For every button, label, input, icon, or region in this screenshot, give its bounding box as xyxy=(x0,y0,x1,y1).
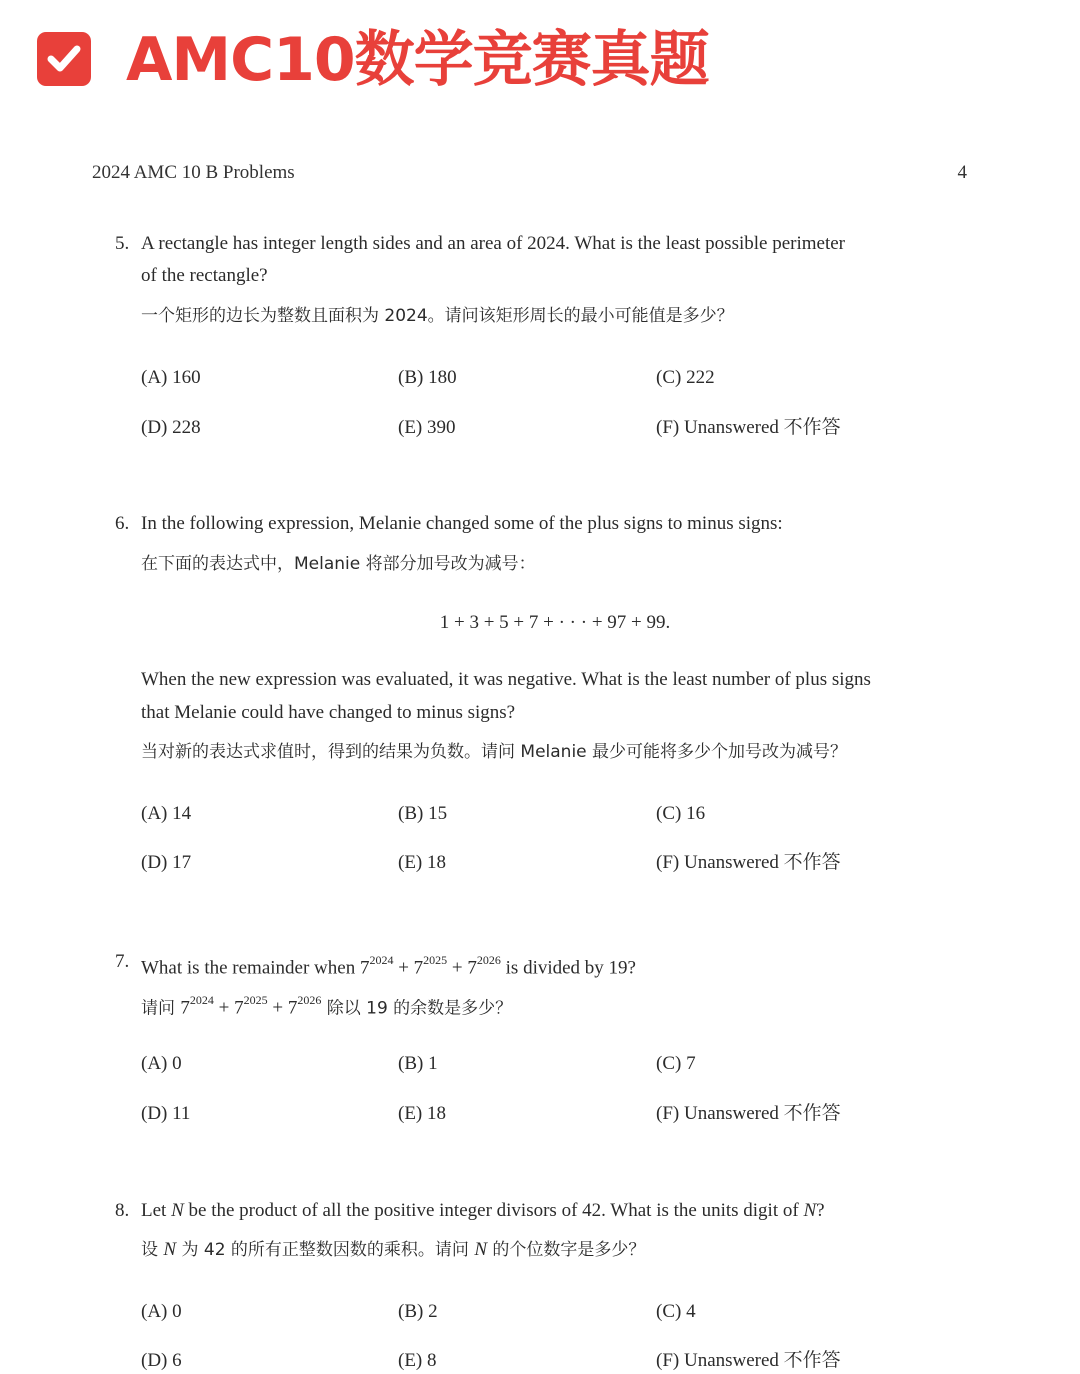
variable-n: N xyxy=(171,1200,184,1221)
choice-a: (A) 160 xyxy=(141,367,201,388)
choice-b: (B) 15 xyxy=(398,803,448,824)
choice-a: (A) 0 xyxy=(141,1053,182,1074)
problem-text-en xyxy=(141,1198,825,1224)
text-fragment: 的个位数字是多少？ xyxy=(487,1240,646,1260)
text-fragment: What is the remainder when xyxy=(141,957,360,979)
choice-f: (F) Unanswered 不作答 xyxy=(656,1350,841,1371)
base: 7 xyxy=(467,957,477,979)
plus-sign: + xyxy=(447,957,468,979)
choice-d: (D) 228 xyxy=(141,417,201,438)
problem-text-en: of the rectangle? xyxy=(141,265,268,286)
problem-text-cn xyxy=(141,989,512,1021)
choice-b: (B) 2 xyxy=(398,1301,438,1322)
exponent: 2026 xyxy=(476,953,501,967)
problem-number: 6. xyxy=(115,513,130,534)
exponent: 2025 xyxy=(243,993,268,1007)
base: 7 xyxy=(287,997,298,1019)
choice-c: (C) 16 xyxy=(656,803,706,824)
plus-sign: + xyxy=(267,997,288,1019)
problem-number: 7. xyxy=(115,951,130,972)
page-number: 4 xyxy=(957,162,967,183)
choice-b: (B) 180 xyxy=(398,367,457,388)
variable-n: N xyxy=(803,1200,817,1221)
plus-sign: + xyxy=(213,997,235,1019)
choice-f: (F) Unanswered 不作答 xyxy=(656,1103,841,1124)
choice-a: (A) 0 xyxy=(141,1301,182,1322)
banner xyxy=(0,0,1080,130)
base: 7 xyxy=(359,957,370,979)
document-title: 2024 AMC 10 B Problems xyxy=(92,162,295,183)
text-fragment: 除以 19 的余数是多少？ xyxy=(321,998,513,1019)
choice-a: (A) 14 xyxy=(141,803,192,824)
problem-text-en: When the new expression was evaluated, it was negative. What is the least number of plus signs xyxy=(141,669,871,690)
choice-f: (F) Unanswered 不作答 xyxy=(656,417,841,438)
problem-text-cn xyxy=(141,1237,645,1263)
exponent: 2026 xyxy=(297,993,322,1007)
text-fragment: 请问 xyxy=(141,998,181,1019)
text-fragment: Let xyxy=(141,1200,172,1221)
problem-text-en: In the following expression, Melanie changed some of the plus signs to minus signs: xyxy=(141,513,783,534)
text-fragment: ? xyxy=(816,1200,825,1221)
problem-text-cn: 当对新的表达式求值时，得到的结果为负数。请问 Melanie 最少可能将多少个加号改为减号？ xyxy=(141,742,848,762)
choice-e: (E) 8 xyxy=(398,1350,437,1371)
problem-number: 5. xyxy=(115,233,130,254)
choice-c: (C) 222 xyxy=(656,367,715,388)
text-fragment: 设 xyxy=(141,1240,164,1260)
plus-sign: + xyxy=(393,957,414,979)
choice-b: (B) 1 xyxy=(398,1053,438,1074)
problem-text-cn: 一个矩形的边长为整数且面积为 2024。请问该矩形周长的最小可能值是多少？ xyxy=(141,306,734,326)
base: 7 xyxy=(413,957,424,979)
problem-text-en: A rectangle has integer length sides and an area of 2024. What is the least possible perimeter xyxy=(141,233,846,254)
choice-d: (D) 11 xyxy=(141,1103,191,1124)
problem-text-en xyxy=(141,949,636,981)
expression: 1 + 3 + 5 + 7 + · · · + 97 + 99. xyxy=(439,612,671,633)
problem-text-en: that Melanie could have changed to minus signs? xyxy=(141,702,516,723)
text-fragment: is divided by 19? xyxy=(500,957,636,979)
choice-e: (E) 18 xyxy=(398,852,447,873)
choice-e: (E) 18 xyxy=(398,1103,447,1124)
exponent: 2025 xyxy=(423,953,448,967)
text-fragment: be the product of all the positive integer divisors of 42. What is the units digit of xyxy=(183,1200,804,1221)
choice-c: (C) 7 xyxy=(656,1053,696,1074)
choice-f: (F) Unanswered 不作答 xyxy=(656,852,841,873)
choice-e: (E) 390 xyxy=(398,417,456,438)
choice-d: (D) 6 xyxy=(141,1350,182,1371)
problem-text-cn: 在下面的表达式中，Melanie 将部分加号改为减号： xyxy=(141,554,536,574)
exponent: 2024 xyxy=(369,953,394,967)
checkbox-icon xyxy=(37,32,91,86)
problem-number: 8. xyxy=(115,1200,130,1221)
exponent: 2024 xyxy=(189,993,214,1007)
text-fragment: 为 42 的所有正整数因数的乘积。请问 xyxy=(176,1240,475,1260)
choice-c: (C) 4 xyxy=(656,1301,696,1322)
banner-title: AMC10数学竞赛真题 xyxy=(126,25,709,95)
page-header xyxy=(92,160,967,190)
choice-d: (D) 17 xyxy=(141,852,192,873)
variable-n: N xyxy=(163,1239,177,1260)
base: 7 xyxy=(234,997,244,1019)
base: 7 xyxy=(180,997,190,1019)
variable-n: N xyxy=(474,1239,488,1260)
